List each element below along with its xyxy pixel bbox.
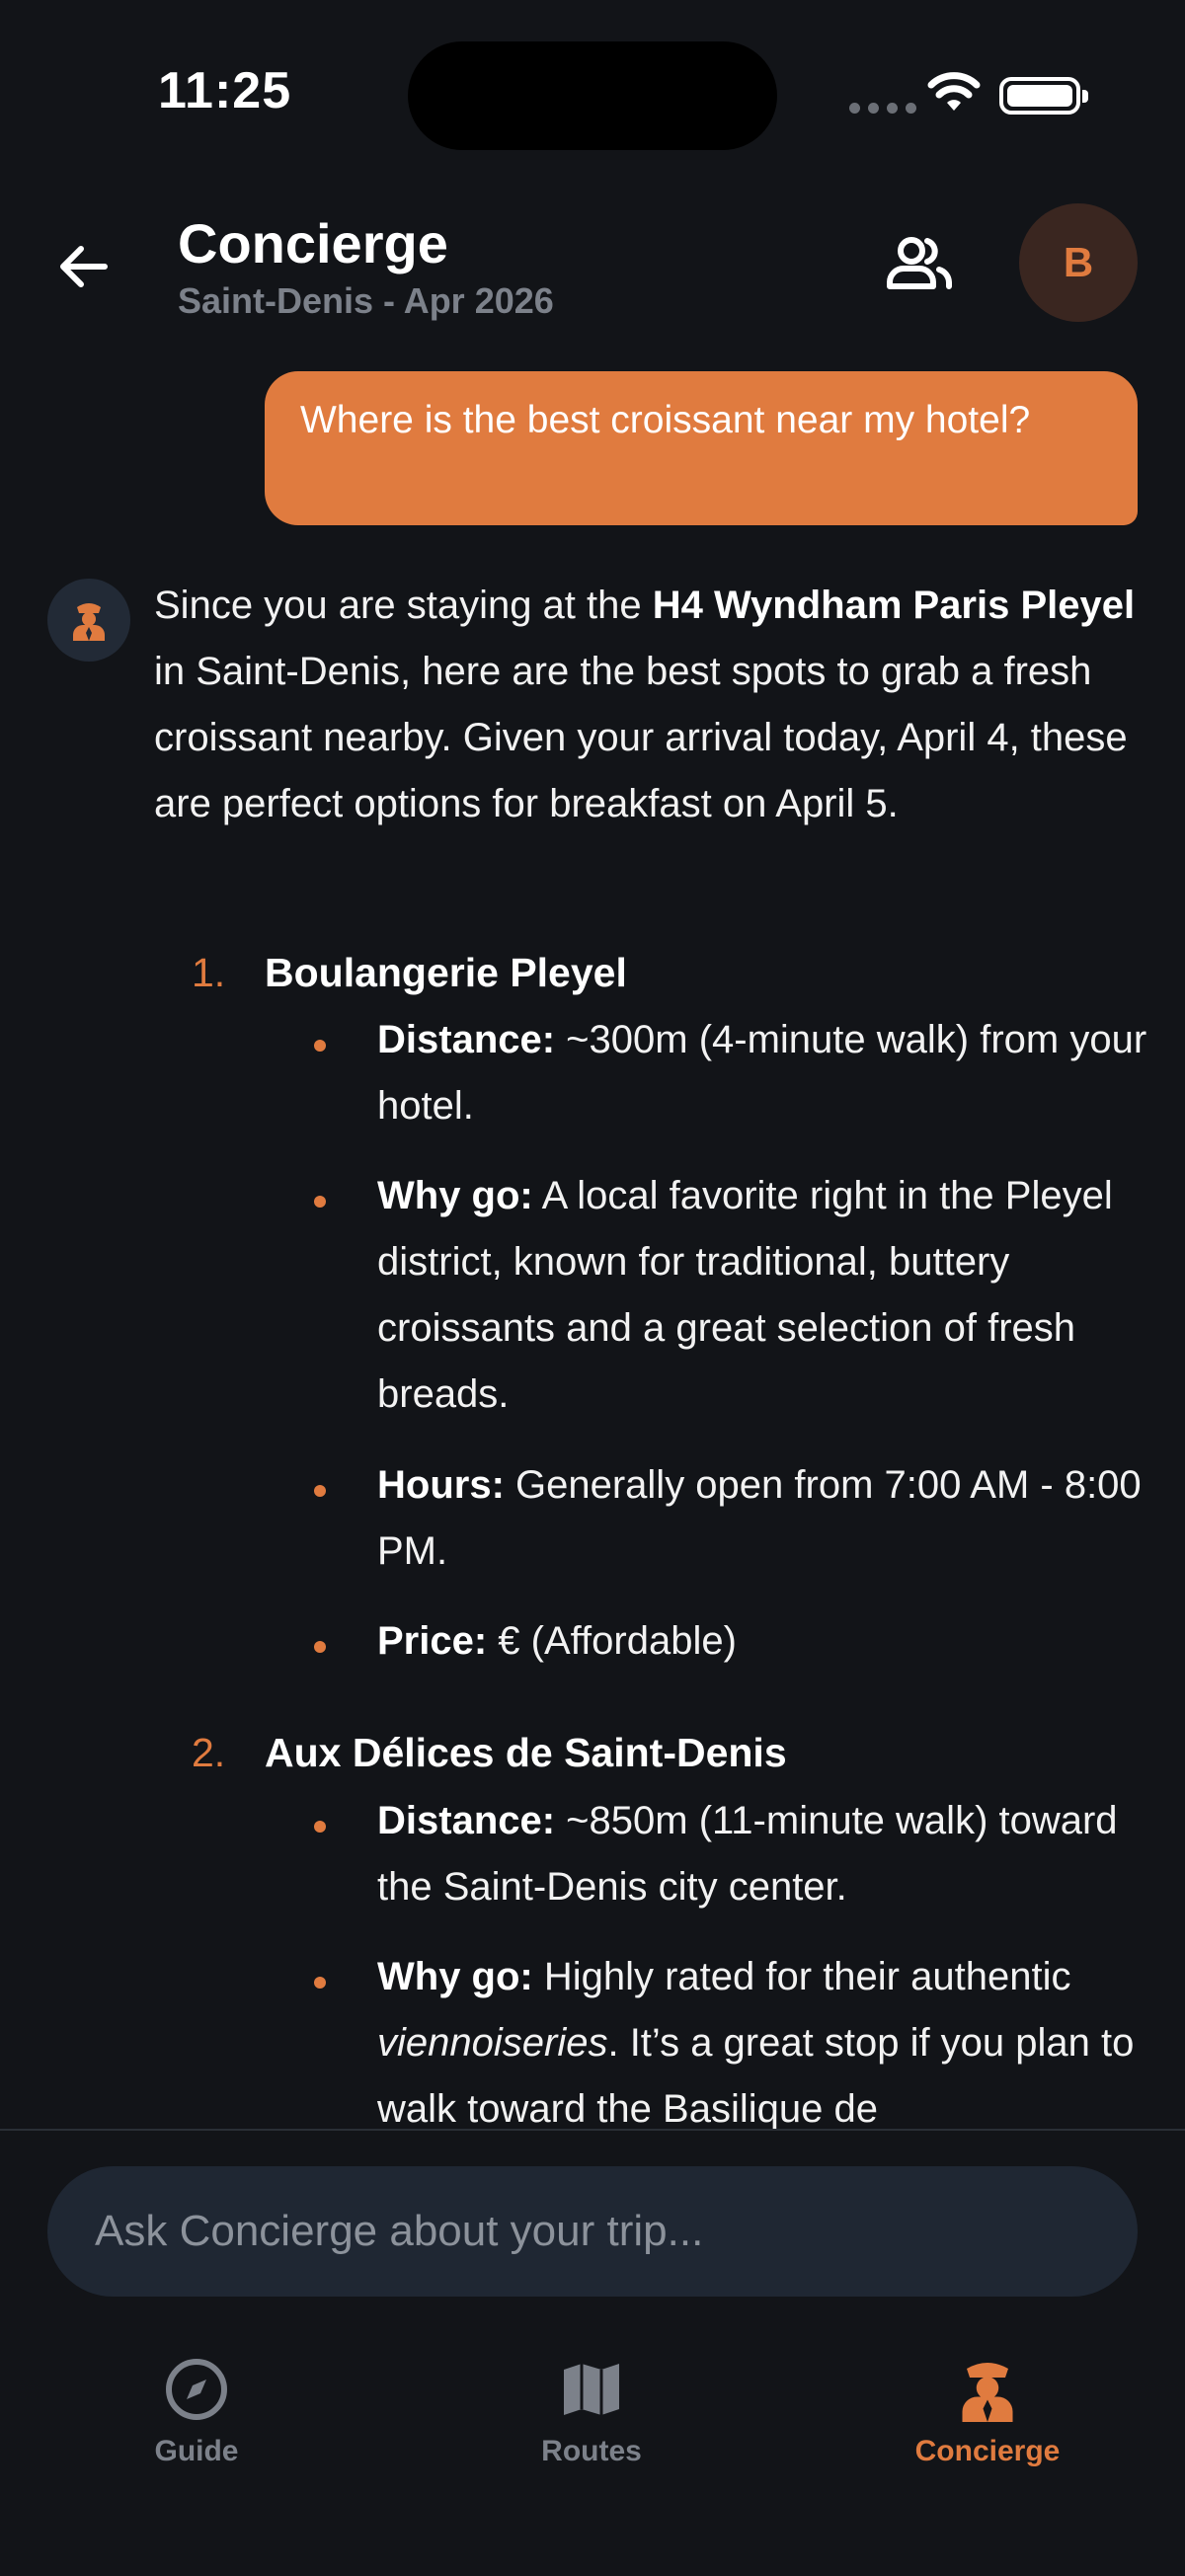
user-message-bubble: Where is the best croissant near my hotel? <box>265 371 1138 525</box>
bullet-dot <box>314 1641 326 1653</box>
bullet-dot <box>314 1485 326 1497</box>
page-subtitle: Saint-Denis - Apr 2026 <box>178 280 554 321</box>
nav-concierge-label: Concierge <box>914 2435 1061 2467</box>
concierge-icon <box>958 2357 1017 2422</box>
signal-icon <box>849 103 916 114</box>
bullet-dot <box>314 1821 326 1833</box>
map-icon <box>560 2358 623 2421</box>
list-number: 1. <box>192 950 226 995</box>
back-button[interactable] <box>51 235 115 298</box>
bullet-dot <box>314 1977 326 1989</box>
place-title: Boulangerie Pleyel <box>265 950 627 995</box>
travelers-button[interactable] <box>884 233 955 296</box>
list-number: 2. <box>192 1730 226 1775</box>
divider <box>0 2129 1185 2131</box>
assistant-intro: Since you are staying at the H4 Wyndham Paris Pleyel in Saint-Denis, here are the best spots to grab a fresh croissant nearby. Given your arrival today, April 4, these are perfect options for breakfast on April 5. <box>154 584 1136 825</box>
battery-icon <box>999 77 1080 115</box>
people-icon <box>884 233 955 296</box>
bullet-why-go: Why go: A local favorite right in the Pleyel district, known for traditional, buttery croissants and a great selection of fresh breads. <box>377 1174 1113 1416</box>
hotel-name: H4 Wyndham Paris Pleyel <box>652 584 1136 627</box>
wifi-icon <box>926 71 982 115</box>
chat-input[interactable] <box>47 2166 1138 2297</box>
nav-routes-label: Routes <box>541 2435 642 2467</box>
compass-icon <box>163 2356 230 2423</box>
status-time: 11:25 <box>158 62 292 119</box>
bullet-price: Price: € (Affordable) <box>377 1619 737 1663</box>
bullet-hours: Hours: Generally open from 7:00 AM - 8:00 PM. <box>377 1463 1142 1573</box>
nav-concierge[interactable] <box>869 2354 1106 2482</box>
page-title: Concierge <box>178 212 448 274</box>
bullet-why-go: Why go: Highly rated for their authentic viennoiseries. It’s a great stop if you plan to walk toward the Basilique de <box>377 1955 1135 2129</box>
dynamic-island <box>408 41 777 150</box>
bullet-dot <box>314 1040 326 1052</box>
assistant-message <box>0 553 1185 2129</box>
arrow-left-icon <box>55 243 111 290</box>
nav-routes[interactable] <box>473 2354 710 2482</box>
nav-guide-label: Guide <box>154 2435 239 2467</box>
user-avatar[interactable]: B <box>1019 203 1138 322</box>
nav-guide[interactable] <box>78 2354 315 2482</box>
place-title: Aux Délices de Saint-Denis <box>265 1730 787 1775</box>
bullet-distance: Distance: ~300m (4-minute walk) from your hotel. <box>377 1018 1147 1128</box>
bullet-dot <box>314 1196 326 1208</box>
bullet-distance: Distance: ~850m (11-minute walk) toward the Saint-Denis city center. <box>377 1799 1118 1909</box>
